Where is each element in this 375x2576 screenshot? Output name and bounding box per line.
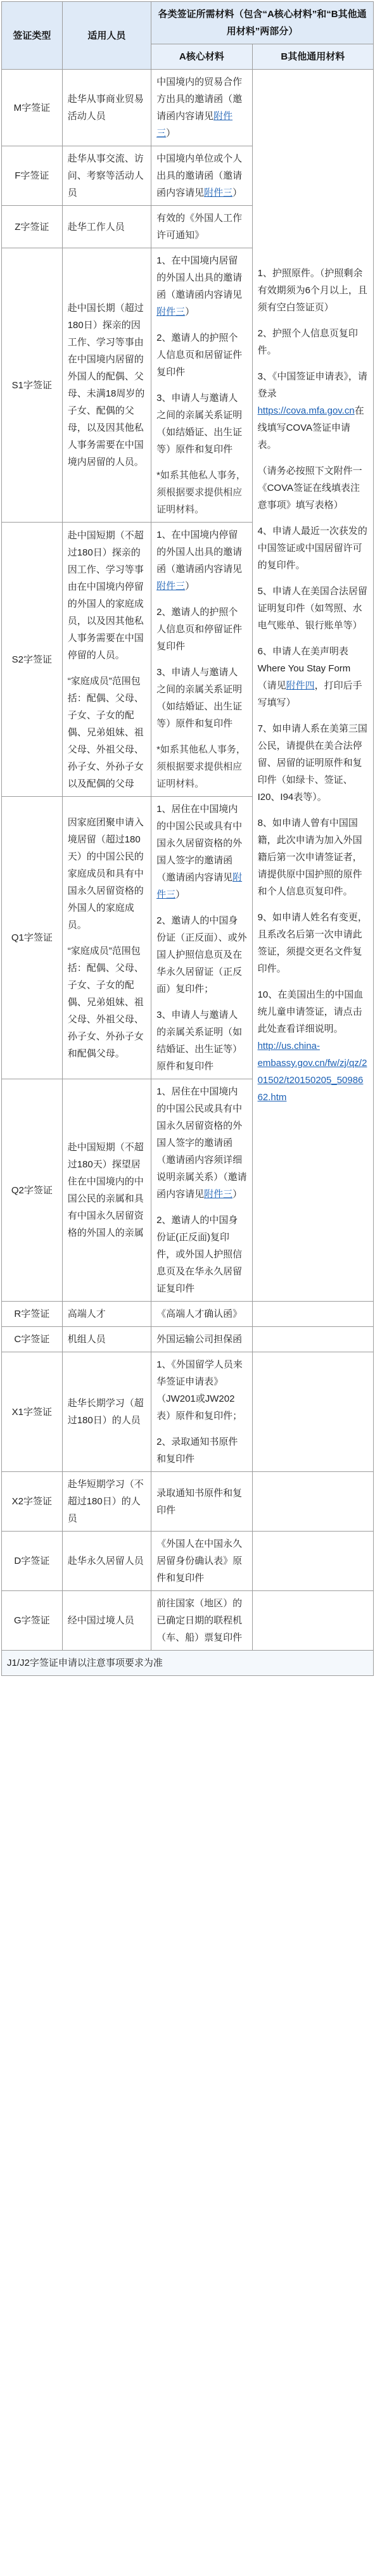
applicable-people-cell (62, 1532, 151, 1591)
core-material-item (156, 329, 247, 381)
applicable-people-cell (62, 1079, 151, 1302)
core-material-text: 有效的《外国人工作许可通知》 (156, 213, 243, 241)
general-material-item (258, 720, 368, 806)
family-member-scope-text: “家庭成员”范围包括：配偶、父母、子女、子女的配偶、兄弟姐妹、祖父母、外祖父母、孙子女、外孙子女和配偶父母。 (67, 945, 144, 1059)
general-material-item (258, 325, 368, 359)
header-row (2, 2, 374, 44)
core-material-item (156, 1331, 247, 1348)
general-material-item-after: ，打印后手写填写） (257, 680, 362, 708)
general-materials-empty-cell (252, 1472, 373, 1532)
applicable-people (68, 1305, 146, 1323)
core-material-item-text: 3、申请人与邀请人之间的亲属关系证明（如结婚证、出生证等）原件和复印件 (156, 667, 243, 729)
general-material-item (258, 986, 368, 1106)
general-material-item-text: 1、护照原件。（护照剩余有效期须为6个月以上，且须有空白签证页） (257, 268, 367, 313)
applicable-people-text: 赴华长期学习（超过180日）的人员 (67, 1398, 144, 1426)
table-row (2, 1302, 374, 1327)
applicable-people (68, 1139, 146, 1241)
core-material-item (156, 741, 247, 792)
attachment-link[interactable]: 附件三 (156, 111, 233, 139)
applicable-people-cell (62, 1327, 151, 1352)
core-materials-cell (151, 523, 253, 797)
general-material-item-after: 在线填写COVA签证申请表。 (257, 405, 364, 450)
general-material-item-text: 7、如申请人系在美第三国公民，请提供在美合法停留、居留的证明原件和复印件（如绿卡、签证、I20、I94表等）。 (257, 723, 367, 803)
visa-type-cell (2, 1079, 63, 1302)
applicable-people (68, 300, 146, 471)
core-material-after: ） (232, 187, 243, 198)
core-materials-cell (151, 1591, 253, 1651)
applicable-people-cell (62, 248, 151, 523)
visa-type-cell (2, 1302, 63, 1327)
core-material-text: 外国运输公司担保函 (156, 1334, 243, 1345)
header-required-materials: 各类签证所需材料（包含“A核心材料”和“B其他通用材料”两部分） (151, 2, 374, 44)
table-body (2, 70, 374, 1676)
visa-type-cell (2, 1327, 63, 1352)
core-material-item-text: 2、邀请人的护照个人信息页和停留证件复印件 (156, 607, 243, 652)
visa-type-cell (2, 1472, 63, 1532)
visa-type: Q2字签证 (11, 1184, 53, 1196)
applicable-people-cell (62, 1472, 151, 1532)
visa-type-cell (2, 70, 63, 146)
core-material-item (156, 1485, 247, 1519)
core-materials-cell (151, 206, 253, 248)
general-materials-empty-cell (252, 1591, 373, 1651)
applicable-people-cell (62, 1352, 151, 1472)
table-row (2, 70, 374, 146)
core-materials-cell (151, 1079, 253, 1302)
applicable-people-cell (62, 523, 151, 797)
core-material-text: 《高端人才确认函》 (156, 1309, 243, 1319)
visa-type: S2字签证 (11, 654, 53, 665)
family-member-scope-text: “家庭成员”范围包括：配偶、父母、子女、子女的配偶、兄弟姐妹、祖父母、外祖父母、孙子女、外孙子女以及配偶的父母 (67, 675, 144, 789)
core-material-text: 《外国人在中国永久居留身份确认表》原件和复印件 (156, 1539, 243, 1583)
core-material-item (156, 210, 247, 244)
family-member-scope (68, 942, 146, 1062)
visa-type: X1字签证 (11, 1406, 53, 1418)
core-material-item (156, 912, 247, 998)
applicable-people (68, 1552, 146, 1570)
core-material-item (156, 526, 247, 595)
visa-type-cell (2, 1532, 63, 1591)
general-material-item-text: 3、《中国签证申请表》，请登录 (257, 371, 367, 399)
visa-type: C字签证 (14, 1334, 50, 1345)
general-material-item-text: 8、如申请人曾有中国国籍，此次申请为加入外国籍后第一次申请签证者，请提供原中国护照的原件和个人信息页复印件。 (257, 818, 362, 897)
visa-type: D字签证 (14, 1556, 50, 1566)
table-row (2, 1472, 374, 1532)
general-material-item-text: 10、在美国出生的中国血统儿童申请签证，请点击此处查看详细说明。 (257, 989, 364, 1034)
core-materials-cell (151, 1532, 253, 1591)
core-material-item (156, 467, 247, 518)
applicable-people-text: 经中国过境人员 (67, 1615, 134, 1626)
general-material-item (258, 523, 368, 574)
visa-type-cell (2, 206, 63, 248)
core-material-item-link[interactable]: 附件三 (156, 872, 243, 900)
applicable-people (68, 1331, 146, 1348)
core-material-item-text: 3、申请人与邀请人的亲属关系证明（如结婚证、出生证等）原件和复印件 (156, 1010, 243, 1072)
general-material-item-text: 4、申请人最近一次获发的中国签证或中国居留许可的复印件。 (257, 526, 367, 571)
core-material-item (156, 150, 247, 201)
general-material-item (258, 265, 368, 316)
core-material-after: ） (166, 128, 176, 139)
applicable-people-text: 赴中国短期（不超过180日）探亲的因工作、学习等事由在中国境内停留的外国人的家庭成员，以及因其他私人事务需要在中国停留的人员。 (67, 530, 144, 661)
core-material-item-text: 1、居住在中国境内的中国公民或具有中国永久居留资格的外国人签字的邀请函（邀请函内容须详细说明亲属关系）（邀请函内容请见 (156, 1086, 247, 1200)
applicable-people (68, 1612, 146, 1629)
general-materials-empty-cell (252, 1327, 373, 1352)
visa-type-cell (2, 1352, 63, 1472)
core-material-item-text: 1、《外国留学人员来华签证申请表》（JW201或JW202表）原件和复印件； (156, 1359, 243, 1421)
core-materials-cell (151, 1472, 253, 1532)
applicable-people-text: 赴中国短期（不超过180天）探望居住在中国境内的中国公民的亲属和具有中国永久居留资格的外国人的亲属 (67, 1142, 144, 1238)
general-material-item-text: （请务必按照下文附件一《COVA签证在线填表注意事项》填写表格） (257, 466, 362, 511)
applicable-people-text: 赴华从事商业贸易活动人员 (67, 94, 144, 122)
header-visa-type: 签证类型 (2, 2, 63, 70)
core-material-item (156, 1006, 247, 1075)
general-material-item (258, 909, 368, 977)
applicable-people-text: 赴华从事交流、访问、考察等活动人员 (67, 153, 144, 198)
core-material-item-text: 3、申请人与邀请人之间的亲属关系证明（如结婚证、出生证等）原件和复印件 (156, 393, 243, 455)
visa-type: R字签证 (14, 1309, 50, 1319)
applicable-people (68, 527, 146, 664)
applicable-people-text: 高端人才 (67, 1309, 106, 1319)
core-material-item-after: ） (175, 889, 186, 900)
core-material-item-link[interactable]: 附件三 (204, 1189, 233, 1200)
general-material-item (258, 368, 368, 454)
core-material-item (156, 1083, 247, 1203)
core-material-item-link[interactable]: 附件三 (156, 581, 186, 592)
general-material-item-text: 6、申请人在美声明表 Where You Stay Form（请见 (257, 646, 351, 691)
core-material-item (156, 1535, 247, 1587)
visa-requirements-table (1, 1, 374, 1676)
table-row (2, 1352, 374, 1472)
applicable-people-text: 赴华工作人员 (67, 221, 125, 232)
general-materials-cell (252, 70, 373, 1302)
footer-note: J1/J2字签证申请以注意事项要求为准 (7, 1658, 163, 1668)
core-materials-cell (151, 1302, 253, 1327)
header-core-materials: A核心材料 (151, 44, 253, 70)
core-material-item (156, 390, 247, 458)
general-material-item-link[interactable]: https://cova.mfa.gov.cn (257, 405, 355, 416)
table-row (2, 1532, 374, 1591)
family-member-scope (68, 673, 146, 792)
visa-type: M字签证 (13, 102, 51, 113)
visa-type: Z字签证 (15, 221, 49, 232)
general-material-item-text: 5、申请人在美国合法居留证明复印件（如驾照、水电气账单、银行账单等） (257, 586, 367, 631)
visa-type-cell (2, 523, 63, 797)
visa-type-cell (2, 1591, 63, 1651)
general-material-item (258, 583, 368, 634)
core-material-text: 中国境内的贸易合作方出具的邀请函（邀请函内容请见 (156, 77, 243, 122)
applicable-people-cell (62, 146, 151, 206)
applicable-people-cell (62, 206, 151, 248)
core-material-item (156, 1356, 247, 1424)
applicable-people (68, 219, 146, 236)
applicable-people-text: 机组人员 (67, 1334, 106, 1345)
applicable-people (68, 1395, 146, 1429)
general-materials-empty-cell (252, 1352, 373, 1472)
core-material-item (156, 1305, 247, 1323)
core-material-item-text: *如系其他私人事务，须根据要求提供相应证明材料。 (156, 744, 246, 789)
core-materials-cell (151, 248, 253, 523)
core-material-item-after: ） (185, 581, 195, 592)
visa-type-cell (2, 797, 63, 1079)
core-materials-cell (151, 797, 253, 1079)
footer-row (2, 1651, 374, 1676)
header-applicable-people: 适用人员 (62, 2, 151, 70)
applicable-people-text: 赴华永久居留人员 (67, 1556, 144, 1566)
core-material-item (156, 801, 247, 903)
general-material-item (258, 462, 368, 514)
attachment-link[interactable]: 附件三 (204, 187, 233, 198)
visa-type-cell (2, 146, 63, 206)
applicable-people (68, 150, 146, 201)
visa-type: Q1字签证 (11, 932, 53, 943)
core-materials-cell (151, 70, 253, 146)
general-material-item-text: 9、如申请人姓名有变更，且系改名后第一次申请此签证，须提交更名文件复印件。 (257, 912, 367, 974)
core-material-text: 录取通知书原件和复印件 (156, 1487, 243, 1516)
visa-type: G字签证 (14, 1615, 50, 1626)
table-row (2, 1327, 374, 1352)
table-row (2, 1591, 374, 1651)
applicable-people (68, 814, 146, 934)
visa-type: S1字签证 (11, 379, 53, 391)
core-material-item-after: ） (232, 1189, 243, 1200)
applicable-people (68, 1476, 146, 1527)
applicable-people-cell (62, 797, 151, 1079)
core-material-item-text: 1、在中国境内居留的外国人出具的邀请函（邀请函内容请见 (156, 255, 243, 300)
core-material-item-text: 2、邀请人的中国身份证(正反面)复印件，或外国人护照信息页及在华永久居留证复印件 (156, 1215, 243, 1294)
core-material-text: 中国境内单位或个人出具的邀请函（邀请函内容请见 (156, 153, 243, 198)
applicable-people-text: 因家庭团聚申请入境居留（超过180天）的中国公民的家庭成员和具有中国永久居留资格的外国人的家庭成员。 (67, 816, 144, 930)
general-material-item-text: 2、护照个人信息页复印件。 (257, 328, 358, 356)
core-material-text: 前往国家（地区）的已确定日期的联程机（车、船）票复印件 (156, 1598, 243, 1643)
applicable-people-cell (62, 1591, 151, 1651)
applicable-people-cell (62, 1302, 151, 1327)
general-materials-empty-cell (252, 1302, 373, 1327)
general-material-item (258, 643, 368, 711)
visa-type: F字签证 (15, 170, 49, 181)
visa-type-cell (2, 248, 63, 523)
core-material-item-after: ） (185, 307, 195, 317)
core-material-item-text: 2、录取通知书原件和复印件 (156, 1437, 238, 1464)
core-material-item (156, 1595, 247, 1646)
applicable-people-text: 赴华短期学习（不超过180日）的人员 (67, 1479, 144, 1524)
core-material-item-text: 2、邀请人的中国身份证（正反面）、或外国人护照信息页及在华永久居留证（正反面）复印件； (156, 915, 247, 994)
general-material-item (258, 815, 368, 900)
core-material-item (156, 604, 247, 655)
applicable-people (68, 91, 146, 125)
core-material-item-link[interactable]: 附件三 (156, 307, 186, 317)
core-material-item-text: *如系其他私人事务，须根据要求提供相应证明材料。 (156, 470, 246, 515)
applicable-people-text: 赴中国长期（超过180日）探亲的因工作、学习等事由在中国境内居留的外国人的配偶、父母、未满18周岁的子女、配偶的父母，以及因其他私人事务需要在中国境内居留的人员。 (67, 303, 145, 467)
core-material-item (156, 73, 247, 142)
core-material-item (156, 1433, 247, 1468)
header-general-materials: B其他通用材料 (252, 44, 373, 70)
core-material-item (156, 664, 247, 732)
core-material-item (156, 1212, 247, 1297)
core-material-item-text: 1、在中国境内停留的外国人出具的邀请函（邀请函内容请见 (156, 530, 243, 574)
core-material-item-text: 2、邀请人的护照个人信息页和居留证件复印件 (156, 333, 243, 378)
visa-type: X2字签证 (11, 1496, 53, 1507)
core-materials-cell (151, 1327, 253, 1352)
core-materials-cell (151, 146, 253, 206)
core-materials-cell (151, 1352, 253, 1472)
core-material-item-text: 1、居住在中国境内的中国公民或具有中国永久居留资格的外国人签字的邀请函（邀请函内容请见 (156, 804, 243, 883)
footer-note-cell (2, 1651, 374, 1676)
general-material-item-link[interactable]: http://us.china-embassy.gov.cn/fw/zj/qz/201502/t20150205_5098662.htm (257, 1041, 367, 1103)
core-material-item (156, 252, 247, 320)
general-material-item-link[interactable]: 附件四 (286, 680, 315, 691)
applicable-people-cell (62, 70, 151, 146)
general-materials-empty-cell (252, 1532, 373, 1591)
